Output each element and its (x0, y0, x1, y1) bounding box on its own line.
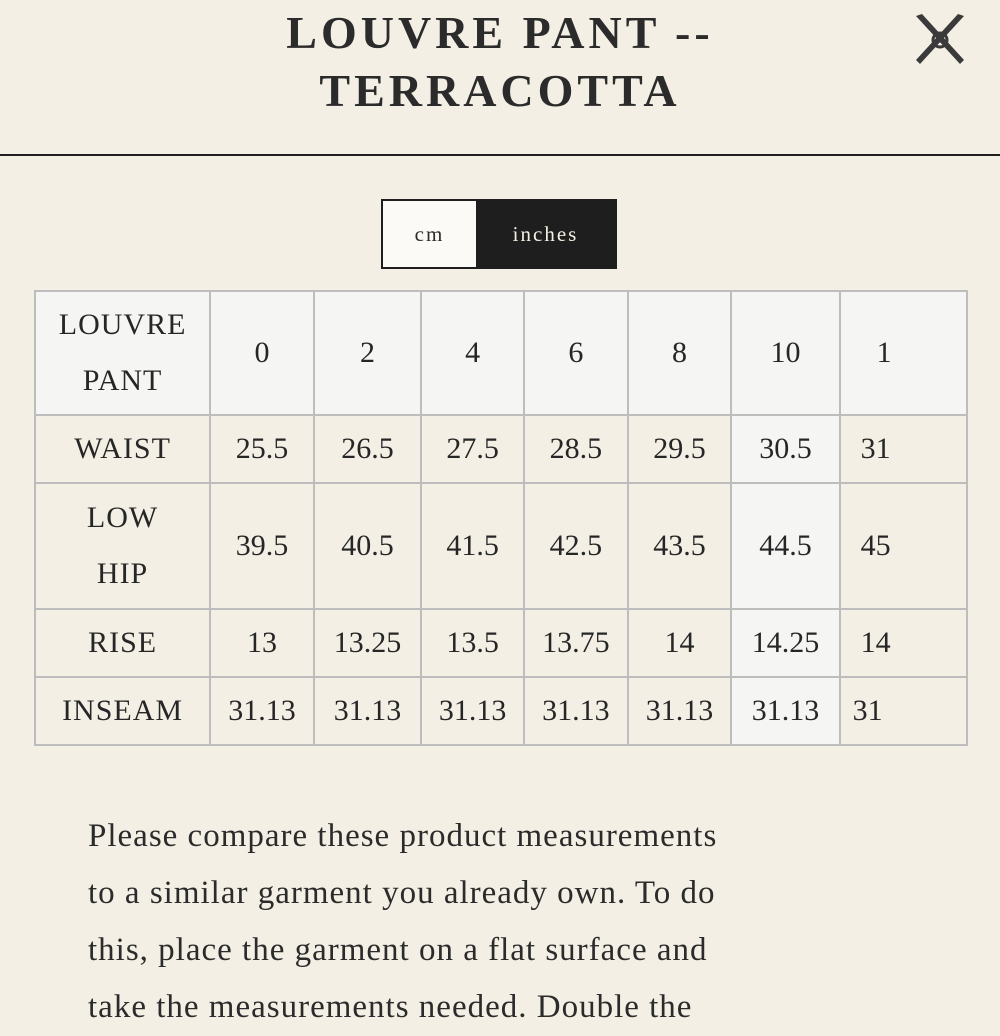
cell: 14 (841, 610, 968, 678)
instructions-line: this, place the garment on a flat surface and (88, 932, 708, 968)
cell: 31 (841, 416, 968, 484)
cell: 26.5 (315, 416, 422, 484)
row-label: LOW HIP (34, 484, 211, 610)
cell: 31.13 (629, 678, 733, 746)
cell: 28.5 (525, 416, 629, 484)
cell: 13 (211, 610, 315, 678)
cell: 13.25 (315, 610, 422, 678)
cell: 25.5 (211, 416, 315, 484)
close-x-icon (908, 6, 972, 70)
close-button[interactable] (908, 6, 972, 70)
unit-toggle (381, 199, 617, 269)
unit-inches-button[interactable]: inches (476, 201, 615, 267)
cell: 44.5 (732, 484, 840, 610)
size-header: 4 (422, 290, 525, 416)
row-label: INSEAM (34, 678, 211, 746)
instructions-line: Please compare these product measurements (88, 818, 718, 854)
table-row (34, 678, 968, 746)
cell: 29.5 (629, 416, 733, 484)
cell: 39.5 (211, 484, 315, 610)
cell: 31 (841, 678, 968, 746)
cell: 42.5 (525, 484, 629, 610)
cell: 14.25 (732, 610, 840, 678)
corner-cell: LOUVRE PANT (34, 290, 211, 416)
size-header: 0 (211, 290, 315, 416)
cell: 31.13 (422, 678, 525, 746)
title-line-1: LOUVRE PANT -- (286, 7, 714, 58)
row-label: WAIST (34, 416, 211, 484)
table-row (34, 610, 968, 678)
measurement-instructions (88, 808, 948, 1036)
cell: 31.13 (315, 678, 422, 746)
table-row (34, 416, 968, 484)
cell: 45 (841, 484, 968, 610)
cell: 31.13 (732, 678, 840, 746)
size-header: 1 (841, 290, 968, 416)
size-header: 10 (732, 290, 840, 416)
cell: 40.5 (315, 484, 422, 610)
table-header-row (34, 290, 968, 416)
page-title (0, 4, 1000, 120)
size-header: 8 (629, 290, 733, 416)
row-label: RISE (34, 610, 211, 678)
cell: 14 (629, 610, 733, 678)
cell: 27.5 (422, 416, 525, 484)
cell: 43.5 (629, 484, 733, 610)
size-chart-table[interactable] (34, 290, 968, 746)
cell: 31.13 (525, 678, 629, 746)
cell: 13.75 (525, 610, 629, 678)
instructions-line: to a similar garment you already own. To do (88, 875, 716, 911)
header-divider (0, 154, 1000, 156)
cell: 30.5 (732, 416, 840, 484)
instructions-line: take the measurements needed. Double the (88, 989, 693, 1025)
cell: 31.13 (211, 678, 315, 746)
cell: 13.5 (422, 610, 525, 678)
unit-cm-button[interactable]: cm (383, 201, 476, 267)
cell: 41.5 (422, 484, 525, 610)
table-row (34, 484, 968, 610)
size-header: 2 (315, 290, 422, 416)
title-line-2: TERRACOTTA (319, 65, 681, 116)
size-header: 6 (525, 290, 629, 416)
